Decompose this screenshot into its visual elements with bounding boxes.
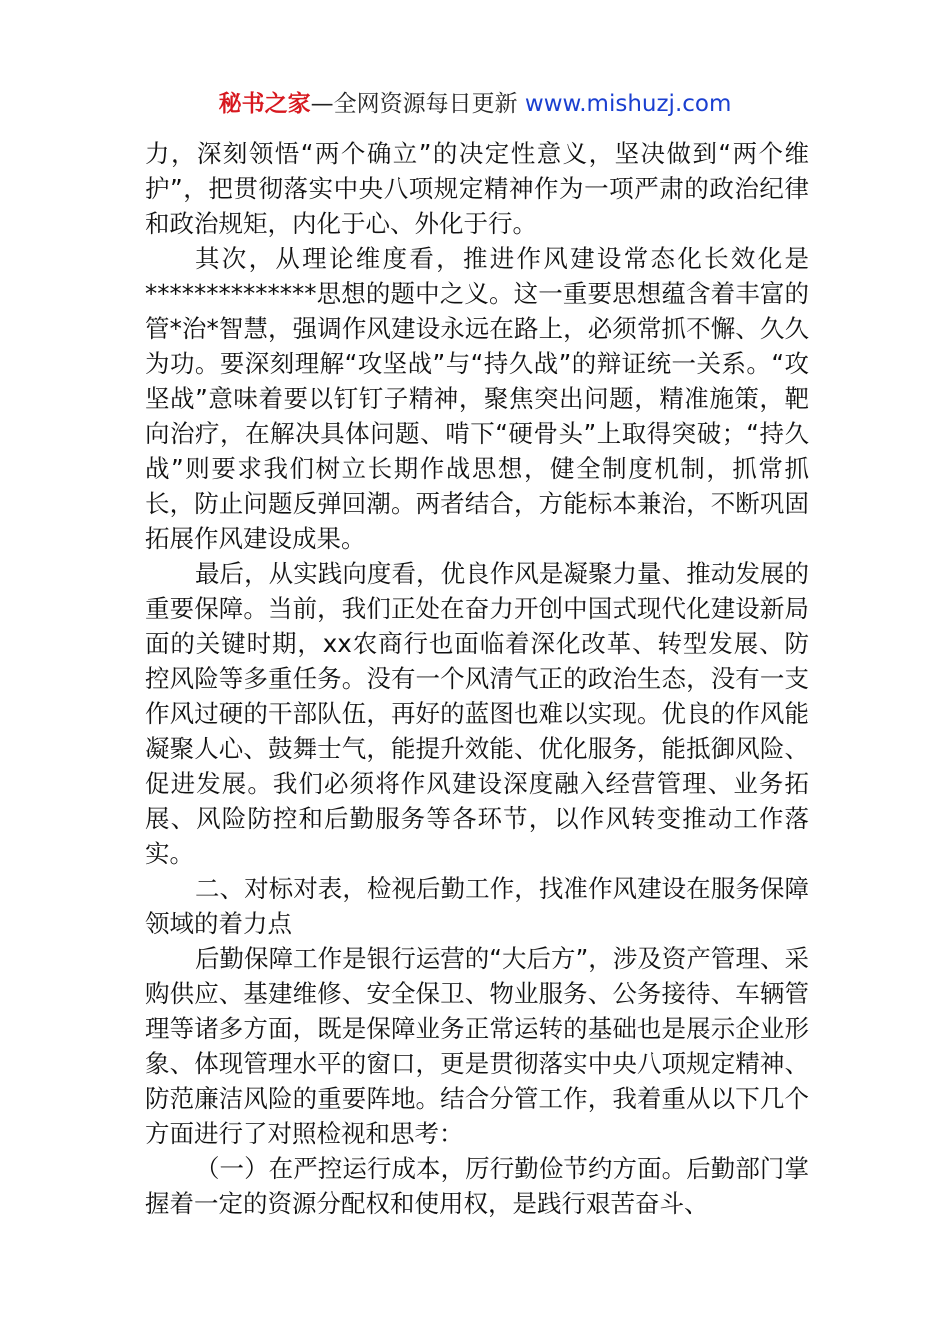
paragraph-practice: 最后，从实践向度看，优良作风是凝聚力量、推动发展的重要保障。当前，我们正处在奋力开创中国式现代化建设新局面的关键时期，xx农商行也面临着深化改革、转型发展、防控风险等多重任务。没有一个风清气正的政治生态，没有一支作风过硬的干部队伍，再好的蓝图也难以实现。优良的作风能凝聚人心、鼓舞士气，能提升效能、优化服务，能抵御风险、促进发展。我们必须将作风建设深度融入经营管理、业务拓展、风险防控和后勤服务等各环节，以作风转变推动工作落实。 <box>145 559 809 868</box>
paragraph-logistics: 后勤保障工作是银行运营的“大后方”，涉及资产管理、采购供应、基建维修、安全保卫、物业服务、公务接待、车辆管理等诸多方面，既是保障业务正常运转的基础也是展示企业形象、体现管理水平的窗口，更是贯彻落实中央八项规定精神、防范廉洁风险的重要阵地。结合分管工作，我着重从以下几个方面进行了对照检视和思考： <box>145 944 809 1148</box>
paragraph-continued: 力，深刻领悟“两个确立”的决定性意义，坚决做到“两个维护”，把贯彻落实中央八项规定精神作为一项严肃的政治纪律和政治规矩，内化于心、外化于行。 <box>145 139 809 238</box>
section-heading-2: 二、对标对表，检视后勤工作，找准作风建设在服务保障领域的着力点 <box>145 874 809 938</box>
paragraph-item-1: （一）在严控运行成本，厉行勤俭节约方面。后勤部门掌握着一定的资源分配权和使用权，是践行艰苦奋斗、 <box>145 1154 809 1218</box>
document-header <box>0 88 950 120</box>
document-body <box>145 136 809 1221</box>
header-brand: 秘书之家 <box>218 91 311 117</box>
header-tagline: —全网资源每日更新 <box>310 91 525 117</box>
paragraph-theory: 其次，从理论维度看，推进作风建设常态化长效化是**************思想的题中之义。这一重要思想蕴含着丰富的管*治*智慧，强调作风建设永远在路上，必须常抓不懈、久久为功。要深刻理解“攻坚战”与“持久战”的辩证统一关系。“攻坚战”意味着要以钉钉子精神，聚焦突出问题，精准施策，靶向治疗，在解决具体问题、啃下“硬骨头”上取得突破；“持久战”则要求我们树立长期作战思想，健全制度机制，抓常抓长，防止问题反弹回潮。两者结合，方能标本兼治，不断巩固拓展作风建设成果。 <box>145 244 809 553</box>
header-site-link[interactable]: www.mishuzj.com <box>524 91 732 117</box>
